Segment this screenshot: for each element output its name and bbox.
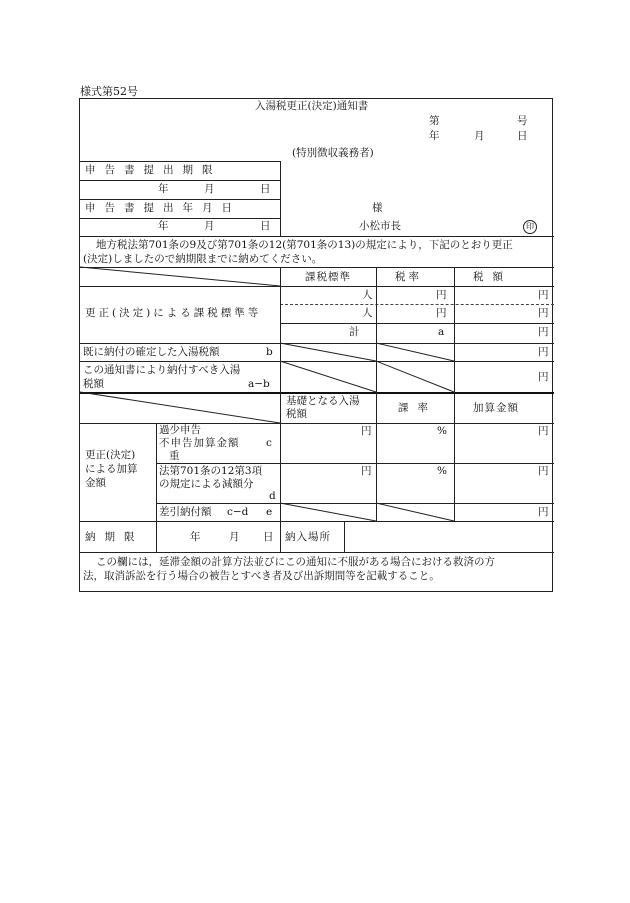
payable-label-line1: この通知書により納付すべき入湯 — [83, 364, 241, 376]
payable-label-line2: 税額 — [83, 378, 104, 390]
item1-rate-pct: % — [437, 425, 447, 437]
notice-form — [79, 98, 553, 592]
header-tax-base: 課税標準 — [305, 271, 351, 283]
footer-note-line1: この欄には，延滞金額の計算方法並びにこの通知に不服がある場合における救済の方 — [96, 556, 495, 568]
rate-yen-2: 円 — [436, 307, 447, 319]
sama-label: 様 — [372, 202, 383, 214]
unit-person-2: 人 — [362, 307, 373, 319]
filed-year: 年 — [158, 220, 169, 232]
due-year: 年 — [190, 531, 201, 543]
net-letter-e: e — [266, 506, 273, 518]
paid-tax-label: 既に納付の確定した入湯税額 — [83, 346, 220, 358]
total-label: 計 — [349, 326, 360, 338]
item2-amount-yen: 円 — [538, 465, 549, 477]
footer-note-line2: 法，取消訴訟を行う場合の被告とすべき者及び出訴期間等を記載すること。 — [83, 570, 440, 582]
amount-yen-1: 円 — [538, 289, 549, 301]
net-amount-label: 差引納付額 — [159, 506, 212, 518]
due-day: 日 — [263, 531, 274, 543]
deadline-day: 日 — [260, 183, 271, 195]
group-label-line2: による加算 — [85, 463, 138, 475]
letter-a: a — [438, 326, 445, 338]
date-day: 日 — [517, 130, 528, 142]
payable-yen: 円 — [538, 371, 549, 383]
header-base-line1: 基礎となる入湯 — [286, 395, 360, 407]
form-number: 様式第52号 — [80, 85, 138, 98]
group-label-line1: 更正(決定) — [85, 449, 136, 461]
number-go: 号 — [517, 115, 528, 127]
item1-line1: 過少申告 — [159, 424, 201, 436]
item1-letter-c: c — [266, 437, 272, 449]
net-formula: c−d — [227, 506, 249, 518]
unit-person-1: 人 — [362, 289, 373, 301]
payment-place-label: 納入場所 — [285, 531, 331, 543]
date-month: 月 — [474, 130, 485, 142]
item2-line1: 法第701条の12第3項 — [159, 465, 263, 477]
amount-yen-total: 円 — [538, 326, 549, 338]
letter-b: b — [266, 346, 273, 358]
amount-yen-2: 円 — [538, 307, 549, 319]
filing-deadline-label: 申告書提出期限 — [85, 164, 222, 176]
number-dai: 第 — [429, 115, 440, 127]
due-month: 月 — [229, 531, 240, 543]
header-tax-amount: 税額 — [473, 271, 512, 283]
form-title: 入湯税更正(決定)通知書 — [255, 100, 369, 112]
paid-yen: 円 — [538, 346, 549, 358]
filed-month: 月 — [204, 220, 215, 232]
item1-line2: 不申告加算金額 — [159, 437, 240, 449]
due-date-label: 納期限 — [85, 531, 144, 543]
seal-mark: 印 — [523, 220, 537, 234]
deadline-month: 月 — [204, 183, 215, 195]
date-year: 年 — [429, 130, 440, 142]
issuer-name: 小松市長 — [359, 220, 401, 232]
row-label-tax-base: 更正(決定)による課税標準等 — [85, 307, 262, 319]
filing-date-label: 申告書提出年月日 — [85, 202, 241, 214]
header-levy-rate: 課率 — [398, 402, 437, 414]
item2-line2: の規定による減額分 — [159, 478, 254, 490]
group-label-line3: 金額 — [85, 477, 106, 489]
item2-base-yen: 円 — [361, 465, 372, 477]
rate-yen-1: 円 — [436, 289, 447, 301]
deadline-year: 年 — [158, 183, 169, 195]
item1-line3: 重 — [169, 450, 180, 462]
item1-base-yen: 円 — [361, 425, 372, 437]
notice-text-line1: 地方税法第701条の9及び第701条の12(第701条の13)の規定により，下記のとおり更正 — [96, 239, 513, 251]
header-surcharge-amount: 加算金額 — [473, 402, 519, 414]
notice-text-line2: (決定)しましたので納期限までに納めてください。 — [83, 253, 323, 265]
header-base-line2: 税額 — [286, 408, 307, 420]
net-amount-yen: 円 — [538, 506, 549, 518]
header-tax-rate: 税率 — [395, 271, 422, 283]
item2-letter-d: d — [269, 490, 276, 502]
filed-day: 日 — [260, 220, 271, 232]
item2-rate-pct: % — [437, 465, 447, 477]
taxpayer-type: (特別徴収義務者) — [292, 147, 374, 159]
item1-amount-yen: 円 — [538, 425, 549, 437]
formula-a-minus-b: a−b — [248, 378, 270, 390]
